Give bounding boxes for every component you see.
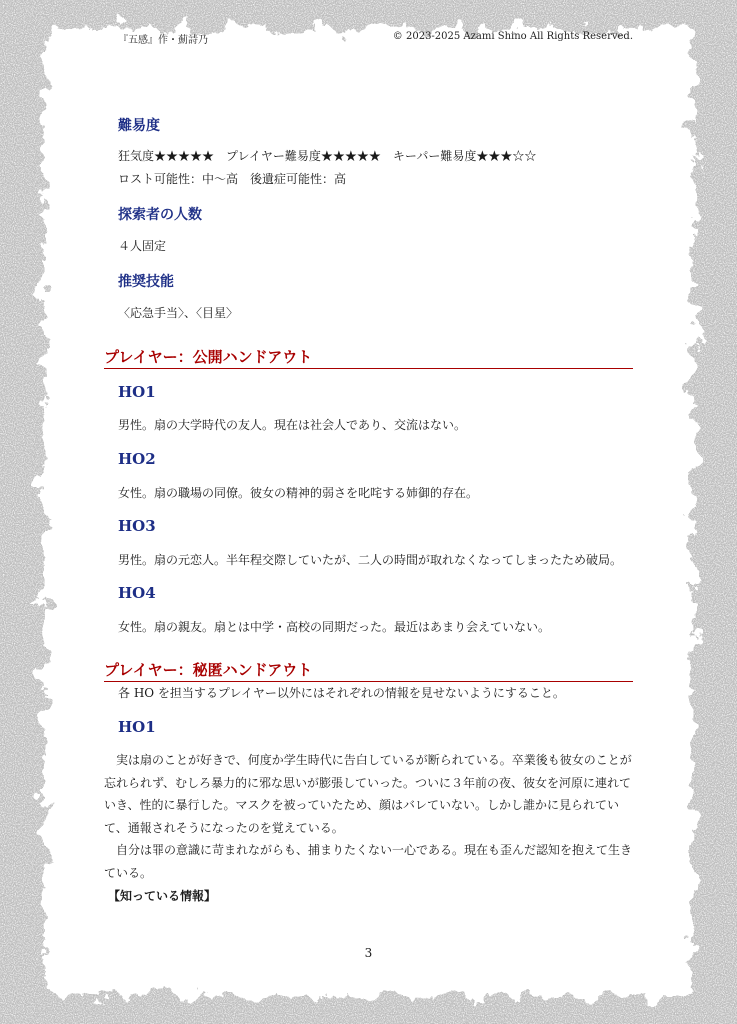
page-number: 3 [364, 946, 373, 960]
public-ho4-text: 女性。扇の親友。扇とは中学・高校の同期だった。最近はあまり会えていない。 [118, 620, 551, 634]
public-ho4-label: HO4 [118, 584, 156, 602]
difficulty-ratings: 狂気度★★★★★ プレイヤー難易度★★★★★ キーパー難易度★★★☆☆ [118, 149, 537, 163]
public-ho1-text: 男性。扇の大学時代の友人。現在は社会人であり、交流はない。 [118, 418, 467, 432]
skills-list: 〈応急手当〉、〈目星〉 [118, 306, 239, 320]
secret-ho1-paragraph-1: 実は扇のことが好きで、何度か学生時代に告白しているが断られている。卒業後も彼女のことが忘れられず、むしろ暴力的に邪な思いが膨張していった。ついに３年前の夜、彼女を河原に連れていき、性的に暴行した。マスクを被っていたため、顔はバレていない。しかし誰かに見られていて、通報されそうになったのを覚えている。 [104, 753, 632, 835]
header-title: 『五感』作・薊詩乃 [118, 35, 208, 46]
public-ho3-label: HO3 [118, 517, 156, 535]
difficulty-heading: 難易度 [118, 118, 160, 134]
secret-ho1-body [104, 749, 633, 884]
skills-heading: 推奨技能 [118, 274, 174, 290]
secret-ho1-paragraph-2: 自分は罪の意識に苛まれながらも、捕まりたくない一心である。現在も歪んだ認知を抱えて生きている。 [104, 843, 633, 880]
public-handout-title: プレイヤー：公開ハンドアウト [104, 346, 633, 369]
public-ho1-label: HO1 [118, 383, 156, 401]
investigators-heading: 探索者の人数 [118, 207, 202, 223]
secret-ho1-label: HO1 [118, 718, 156, 736]
public-ho2-text: 女性。扇の職場の同僚。彼女の精神的弱さを叱咤する姉御的存在。 [118, 486, 479, 500]
difficulty-lost-chance: ロスト可能性：中～高 後遺症可能性：高 [118, 172, 347, 186]
secret-handout-note: 各 HO を担当するプレイヤー以外にはそれぞれの情報を見せないようにすること。 [118, 686, 565, 700]
public-ho2-label: HO2 [118, 450, 156, 468]
investigators-count: ４人固定 [118, 239, 167, 253]
header-copyright: © 2023-2025 Azami Shino All Rights Reserved. [392, 31, 633, 42]
known-info-heading: 【知っている情報】 [108, 889, 217, 903]
public-ho3-text: 男性。扇の元恋人。半年程交際していたが、二人の時間が取れなくなってしまったため破局。 [118, 553, 623, 567]
secret-handout-title: プレイヤー：秘匿ハンドアウト [104, 659, 633, 682]
